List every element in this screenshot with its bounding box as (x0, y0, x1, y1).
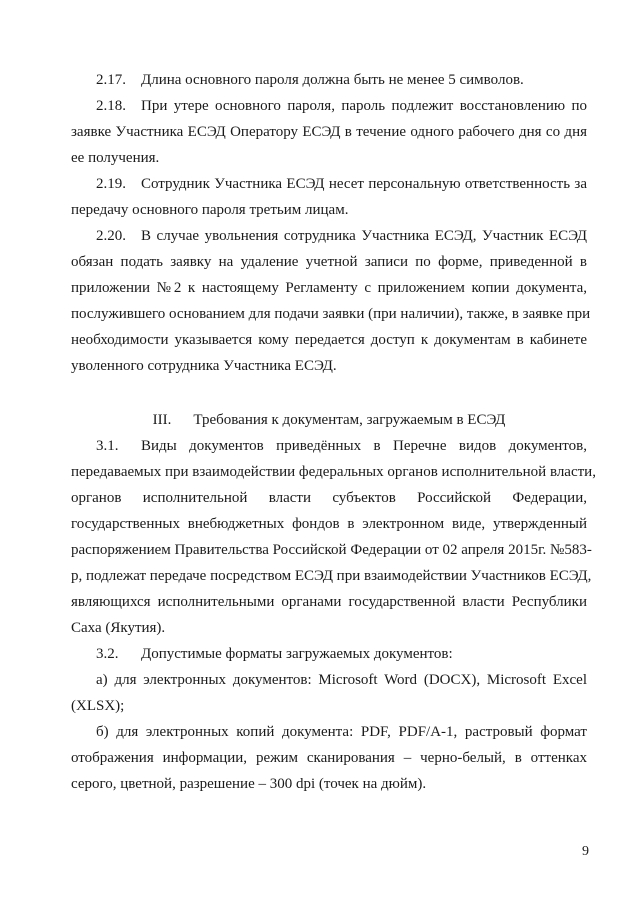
paragraph-text-line: ее получения. (71, 150, 160, 166)
paragraph-2-19 (96, 174, 587, 194)
paragraph-2-17 (96, 70, 587, 90)
paragraph-text-line: заявке Участника ЕСЭД Оператору ЕСЭД в течение одного рабочего дня со дня (71, 124, 587, 140)
paragraph-text-line: Виды документов приведённых в Перечне видов документов, (141, 438, 587, 454)
paragraph-number: 2.20. (96, 228, 126, 244)
paragraph-3-1 (96, 436, 587, 456)
paragraph-text-line: распоряжением Правительства Российской Федерации от 02 апреля 2015г. №583- (71, 542, 592, 558)
paragraph-2-20 (96, 226, 587, 246)
paragraph-number: 2.18. (96, 98, 126, 114)
paragraph-text-line: В случае увольнения сотрудника Участника ЕСЭД, Участник ЕСЭД (141, 228, 587, 244)
paragraph-text-line: Длина основного пароля должна быть не менее 5 символов. (141, 72, 524, 88)
paragraph-text-line: государственных внебюджетных фондов в электронном виде, утвержденный (71, 516, 587, 532)
section-heading (71, 410, 587, 430)
list-item-text-line: (XLSX); (71, 698, 125, 714)
section-heading-text: Требования к документам, загружаемым в ЕСЭД (193, 412, 506, 428)
paragraph-text-line: уволенного сотрудника Участника ЕСЭД. (71, 358, 337, 374)
page-number: 9 (582, 844, 589, 859)
paragraph-text-line: передачу основного пароля третьим лицам. (71, 202, 349, 218)
list-item-text-line: серого, цветной, разрешение – 300 dpi (точек на дюйм). (71, 776, 427, 792)
list-item-text-line: отображения информации, режим сканирования – черно-белый, в оттенках (71, 750, 587, 766)
paragraph-text-line: послужившего основанием для подачи заявки (при наличии), также, в заявке при (71, 306, 591, 322)
paragraph-text-line: органов исполнительной власти субъектов Российской Федерации, (71, 490, 587, 506)
list-item-b: б) для электронных копий документа: PDF, PDF/A-1, растровый формат (96, 724, 587, 740)
paragraph-text-line: Саха (Якутия). (71, 620, 166, 636)
paragraph-3-2 (96, 644, 587, 664)
paragraph-text-line: обязан подать заявку на удаление учетной записи по форме, приведенной в (71, 254, 587, 270)
paragraph-text-line: Допустимые форматы загружаемых документов: (141, 646, 453, 662)
list-item-a: а) для электронных документов: Microsoft Word (DOCX), Microsoft Excel (96, 672, 587, 688)
section-heading-number: III. (152, 412, 172, 428)
paragraph-number: 2.19. (96, 176, 126, 192)
paragraph-text-line: необходимости указывается кому передается доступ к документам в кабинете (71, 332, 587, 348)
paragraph-number: 3.2. (96, 646, 119, 662)
paragraph-text-line: р, подлежат передаче посредством ЕСЭД при взаимодействии Участников ЕСЭД, (71, 568, 592, 584)
paragraph-text-line: передаваемых при взаимодействии федеральных органов исполнительной власти, (71, 464, 596, 480)
paragraph-text-line: приложении №2 к настоящему Регламенту с приложением копии документа, (71, 280, 587, 296)
paragraph-text-line: При утере основного пароля, пароль подлежит восстановлению по (141, 98, 587, 114)
paragraph-number: 2.17. (96, 72, 126, 88)
paragraph-text-line: являющихся исполнительными органами государственной власти Республики (71, 594, 587, 610)
paragraph-text-line: Сотрудник Участника ЕСЭД несет персональную ответственность за (141, 176, 587, 192)
paragraph-number: 3.1. (96, 438, 119, 454)
paragraph-2-18 (96, 96, 587, 116)
